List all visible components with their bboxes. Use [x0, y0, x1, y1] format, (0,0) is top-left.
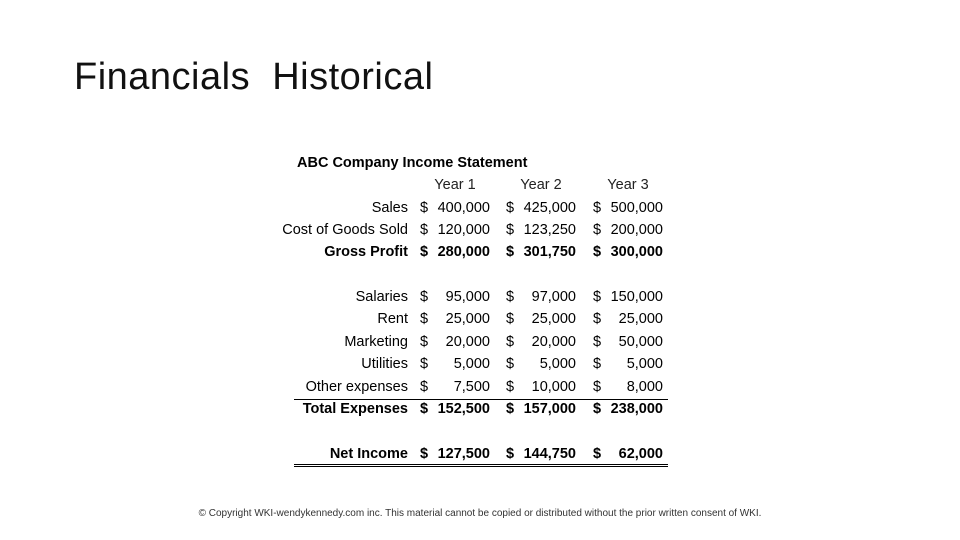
- column-header-year-1: Year 1: [434, 177, 476, 193]
- currency-symbol: $: [420, 334, 429, 350]
- cell-value-year-1: 25,000: [445, 311, 490, 327]
- currency-symbol: $: [593, 289, 602, 305]
- cell-value-year-3: 300,000: [610, 244, 663, 260]
- currency-symbol: $: [593, 200, 602, 216]
- currency-symbol: $: [506, 356, 515, 372]
- statement-title: ABC Company Income Statement: [297, 155, 528, 171]
- cell-value-year-2: 144,750: [523, 446, 576, 462]
- currency-symbol: $: [420, 222, 429, 238]
- cell-value-year-1: 20,000: [445, 334, 490, 350]
- cell-value-year-3: 25,000: [618, 311, 663, 327]
- cell-value-year-3: 5,000: [626, 356, 663, 372]
- currency-symbol: $: [420, 200, 429, 216]
- table-row: [0, 379, 960, 401]
- cell-value-year-1: 5,000: [453, 356, 490, 372]
- cell-value-year-1: 127,500: [437, 446, 490, 462]
- cell-value-year-2: 5,000: [539, 356, 576, 372]
- currency-symbol: $: [420, 289, 429, 305]
- currency-symbol: $: [506, 222, 515, 238]
- cell-value-year-1: 120,000: [437, 222, 490, 238]
- row-label: Sales: [371, 200, 408, 216]
- currency-symbol: $: [593, 222, 602, 238]
- cell-value-year-1: 152,500: [437, 401, 490, 417]
- currency-symbol: $: [506, 401, 515, 417]
- currency-symbol: $: [506, 379, 515, 395]
- cell-value-year-2: 10,000: [531, 379, 576, 395]
- row-label: Gross Profit: [324, 244, 408, 260]
- total-double-rule: [294, 464, 668, 467]
- cell-value-year-2: 97,000: [531, 289, 576, 305]
- cell-value-year-3: 150,000: [610, 289, 663, 305]
- currency-symbol: $: [420, 244, 429, 260]
- table-row: [0, 200, 960, 222]
- row-label: Salaries: [355, 289, 408, 305]
- table-row: [0, 244, 960, 266]
- table-row: [0, 311, 960, 333]
- currency-symbol: $: [420, 379, 429, 395]
- currency-symbol: $: [420, 446, 429, 462]
- currency-symbol: $: [593, 379, 602, 395]
- currency-symbol: $: [593, 334, 602, 350]
- cell-value-year-3: 500,000: [610, 200, 663, 216]
- cell-value-year-1: 280,000: [437, 244, 490, 260]
- row-label: Cost of Goods Sold: [282, 222, 408, 238]
- currency-symbol: $: [506, 200, 515, 216]
- cell-value-year-2: 157,000: [523, 401, 576, 417]
- cell-value-year-3: 8,000: [626, 379, 663, 395]
- row-label: Net Income: [329, 446, 408, 462]
- cell-value-year-1: 7,500: [453, 379, 490, 395]
- cell-value-year-1: 95,000: [445, 289, 490, 305]
- currency-symbol: $: [593, 446, 602, 462]
- currency-symbol: $: [420, 356, 429, 372]
- cell-value-year-3: 200,000: [610, 222, 663, 238]
- row-label: Marketing: [344, 334, 408, 350]
- cell-value-year-2: 425,000: [523, 200, 576, 216]
- row-label: Other expenses: [305, 379, 408, 395]
- currency-symbol: $: [506, 446, 515, 462]
- column-header-year-2: Year 2: [520, 177, 562, 193]
- currency-symbol: $: [506, 311, 515, 327]
- copyright-notice: © Copyright WKI-wendykennedy.com inc. This material cannot be copied or distributed without the prior written consent of WKI.: [198, 508, 762, 519]
- row-label: Utilities: [361, 356, 408, 372]
- header-row: [0, 177, 960, 199]
- currency-symbol: $: [506, 289, 515, 305]
- currency-symbol: $: [593, 401, 602, 417]
- subtotal-rule: [294, 399, 668, 400]
- currency-symbol: $: [420, 311, 429, 327]
- currency-symbol: $: [506, 244, 515, 260]
- cell-value-year-2: 123,250: [523, 222, 576, 238]
- cell-value-year-1: 400,000: [437, 200, 490, 216]
- table-row: [0, 222, 960, 244]
- cell-value-year-2: 20,000: [531, 334, 576, 350]
- row-label: Rent: [377, 311, 408, 327]
- currency-symbol: $: [593, 356, 602, 372]
- column-header-year-3: Year 3: [607, 177, 649, 193]
- row-label: Total Expenses: [302, 401, 408, 417]
- currency-symbol: $: [420, 401, 429, 417]
- slide-title: Financials Historical: [74, 56, 434, 98]
- cell-value-year-3: 238,000: [610, 401, 663, 417]
- cell-value-year-3: 62,000: [618, 446, 663, 462]
- cell-value-year-2: 301,750: [523, 244, 576, 260]
- table-row: [0, 401, 960, 423]
- currency-symbol: $: [506, 334, 515, 350]
- cell-value-year-2: 25,000: [531, 311, 576, 327]
- table-row: [0, 289, 960, 311]
- table-row: [0, 356, 960, 378]
- cell-value-year-3: 50,000: [618, 334, 663, 350]
- currency-symbol: $: [593, 244, 602, 260]
- currency-symbol: $: [593, 311, 602, 327]
- table-row: [0, 334, 960, 356]
